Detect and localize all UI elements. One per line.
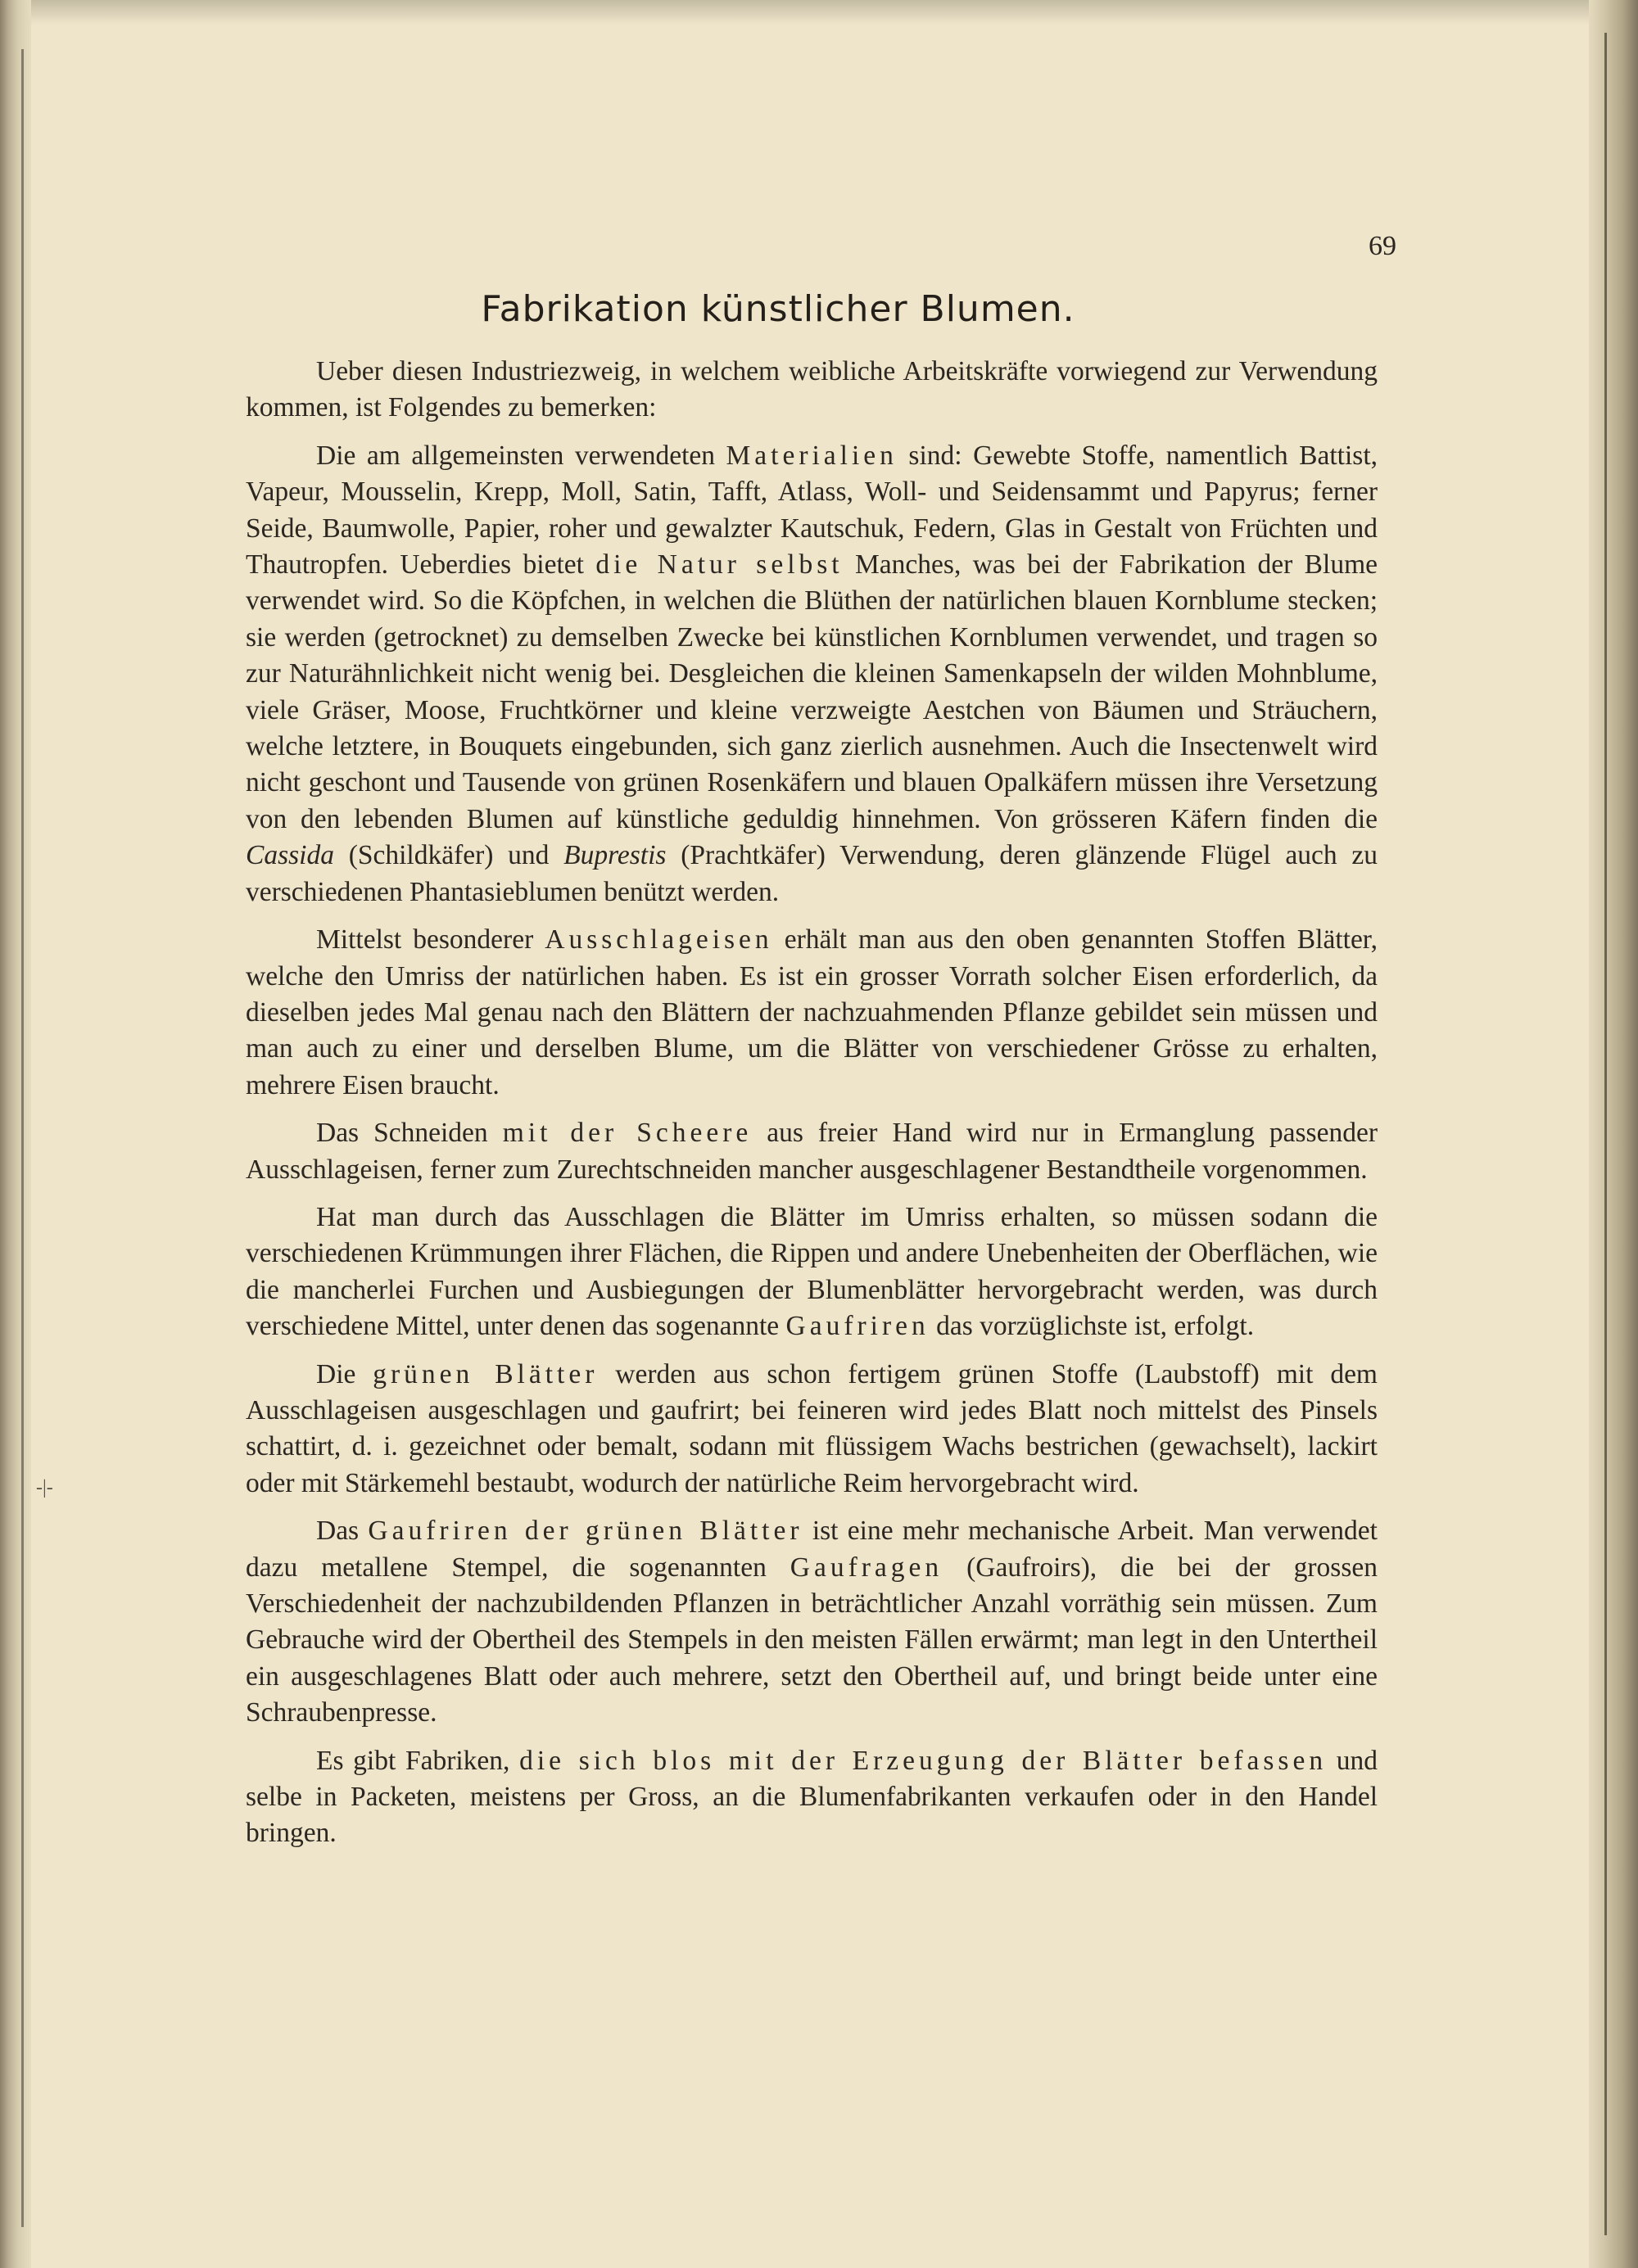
left-binding-edge [0,0,31,2268]
spaced-term-gruenen-blaetter: grünen Blätter [373,1358,599,1389]
italic-term-buprestis: Buprestis [563,840,667,871]
paragraph-2-text-c: sind: Gewebte Stoffe, namentlich Battist, Vapeur, Mousselin, Krepp, Moll, Satin, Tafft, Atlass, Woll- und Seidensammt und Papyrus; ferner Seide, Baumwolle, Papier, roher und gewalzter Kautschuk, Federn, Glas in Gestalt von Früchten und Thautropfen. Ueberdies bietet [246,440,1378,581]
page-number: 69 [1369,231,1396,261]
paragraph-2-text-e: Manches, was bei der Fabrikation der Blume verwendet wird. So die Köpfchen, in welchen die Blüthen der natürlichen blauen Kornblume stecken; sie werden (getrocknet) zu demselben Zwecke bei künstlichen Kornblumen verwendet, und tragen so zur Naturähnlichkeit nicht wenig bei. Desgleichen die kleinen Samenkapseln der wilden Mohnblume, viele Gräser, Moose, Fruchtkörner und kleine verzweigte Aestchen von Bäumen und Sträuchern, welche letztere, in Bouquets eingebunden, sich ganz zierlich ausnehmen. Auch die Insectenwelt wird nicht geschont und Tausende von grünen Rosenkäfern und blauen Opalkäfern müssen ihre Versetzung von den lebenden Blumen auf künstliche geduldig hinnehmen. Von grösseren Käfern finden die [246,549,1378,834]
paragraph-3-text-a: Mittelst besonderer [316,924,545,956]
paragraph-5 [246,1200,1378,1345]
paragraph-6 [246,1357,1378,1502]
paragraph-2-text-i: (Prachtkäfer) Verwendung, deren glänzende Flügel auch zu verschiedenen Phantasieblumen benützt werden. [246,840,1378,907]
margin-mark: -|- [36,1477,53,1498]
left-binding-line [21,49,24,2227]
spaced-term-blaetter-befassen: die sich blos mit der Erzeugung der Blätter befassen [519,1745,1328,1776]
paragraph-7-text-a: Das [316,1516,369,1547]
paragraph-8-text-c: und selbe in Packeten, meistens per Gross, an die Blumenfabrikanten verkaufen oder in den Handel bringen. [246,1745,1378,1849]
paragraph-6-text-c: werden aus schon fertigem grünen Stoffe (Laubstoff) mit dem Ausschlageisen ausgeschlagen und gaufrirt; bei feineren wird jedes Blatt noch mittelst des Pinsels schattirt, d. i. gezeichnet oder bemalt, sodann mit flüssigem Wachs bestrichen (gewachselt), lackirt oder mit Stärkemehl bestaubt, wodurch der natürliche Reim hervorgebracht wird. [246,1358,1378,1498]
paragraph-7-text-e: (Gaufroirs), die bei der grossen Verschiedenheit der nachzubildenden Pflanzen in beträchtlicher Anzahl vorräthig sein müssen. Zum Gebrauche wird der Obertheil des Stempels in den meisten Fällen erwärmt; man legt in den Untertheil ein ausgeschlagenes Blatt oder auch mehrere, setzt den Obertheil auf, und bringt beide unter eine Schraubenpresse. [246,1552,1378,1728]
paragraph-4-text-a: Das Schneiden [316,1118,503,1149]
paragraph-2 [246,438,1378,910]
paragraph-6-text-a: Die [316,1358,373,1389]
spaced-term-die-natur-selbst: die Natur selbst [595,549,844,581]
page-title: Fabrikation künstlicher Blumen. [481,288,1075,330]
spaced-term-gaufragen: Gaufragen [790,1552,943,1583]
spaced-term-gaufriren: Gaufriren [785,1311,930,1342]
right-edge-line [1604,33,1607,2235]
paragraph-8 [246,1743,1378,1852]
paragraph-3 [246,922,1378,1104]
spaced-term-materialien: Materialien [726,440,898,471]
paragraph-4 [246,1115,1378,1188]
paragraph-3-text-c: erhält man aus den oben genannten Stoffen Blätter, welche den Umriss der natürlichen haben. Es ist ein grosser Vorrath solcher Eisen erforderlich, da dieselben jedes Mal genau nach den Blättern der nachzuahmenden Pflanze gebildet sein müssen und man auch zu einer und derselben Blume, um die Blätter von verschiedener Grösse zu erhalten, mehrere Eisen braucht. [246,924,1378,1100]
spaced-term-mit-der-scheere: mit der Scheere [502,1118,753,1149]
spaced-term-gaufriren-der-gruenen-blaetter: Gaufriren der grünen Blätter [368,1516,803,1547]
spaced-term-ausschlageisen: Ausschlageisen [545,924,773,956]
paragraph-5-text-a: Hat man durch das Ausschlagen die Blätter im Umriss erhalten, so müssen sodann die verschiedenen Krümmungen ihrer Flächen, die Rippen und andere Unebenheiten der Oberflächen, wie die mancherlei Furchen und Ausbiegungen der Blumenblätter hervorgebracht werden, was durch verschiedene Mittel, unter denen das sogenannte [246,1201,1378,1342]
paragraph-1 [246,354,1378,427]
paragraph-7-text-c: ist eine mehr mechanische Arbeit. Man verwendet dazu metallene Stempel, die sogenannten [246,1516,1378,1583]
paragraph-4-text-c: aus freier Hand wird nur in Ermanglung passender Ausschlageisen, ferner zum Zurechtschneiden mancher ausgeschlagener Bestandtheile vorgenommen. [246,1118,1378,1185]
paragraph-2-text-a: Die am allgemeinsten verwendeten [316,440,726,471]
paragraph-1-text: Ueber diesen Industriezweig, in welchem weibliche Arbeitskräfte vorwiegend zur Verwendung kommen, ist Folgendes zu bemerken: [246,356,1378,423]
paragraph-2-text-g: (Schildkäfer) und [333,840,564,871]
italic-term-cassida: Cassida [246,840,334,871]
body-text [246,354,1378,1864]
paragraph-8-text-a: Es gibt Fabriken, [316,1745,520,1776]
paragraph-5-text-c: das vorzüglichste ist, erfolgt. [929,1311,1255,1342]
paragraph-7 [246,1513,1378,1731]
top-shadow [0,0,1638,25]
right-page-edge [1589,0,1638,2268]
